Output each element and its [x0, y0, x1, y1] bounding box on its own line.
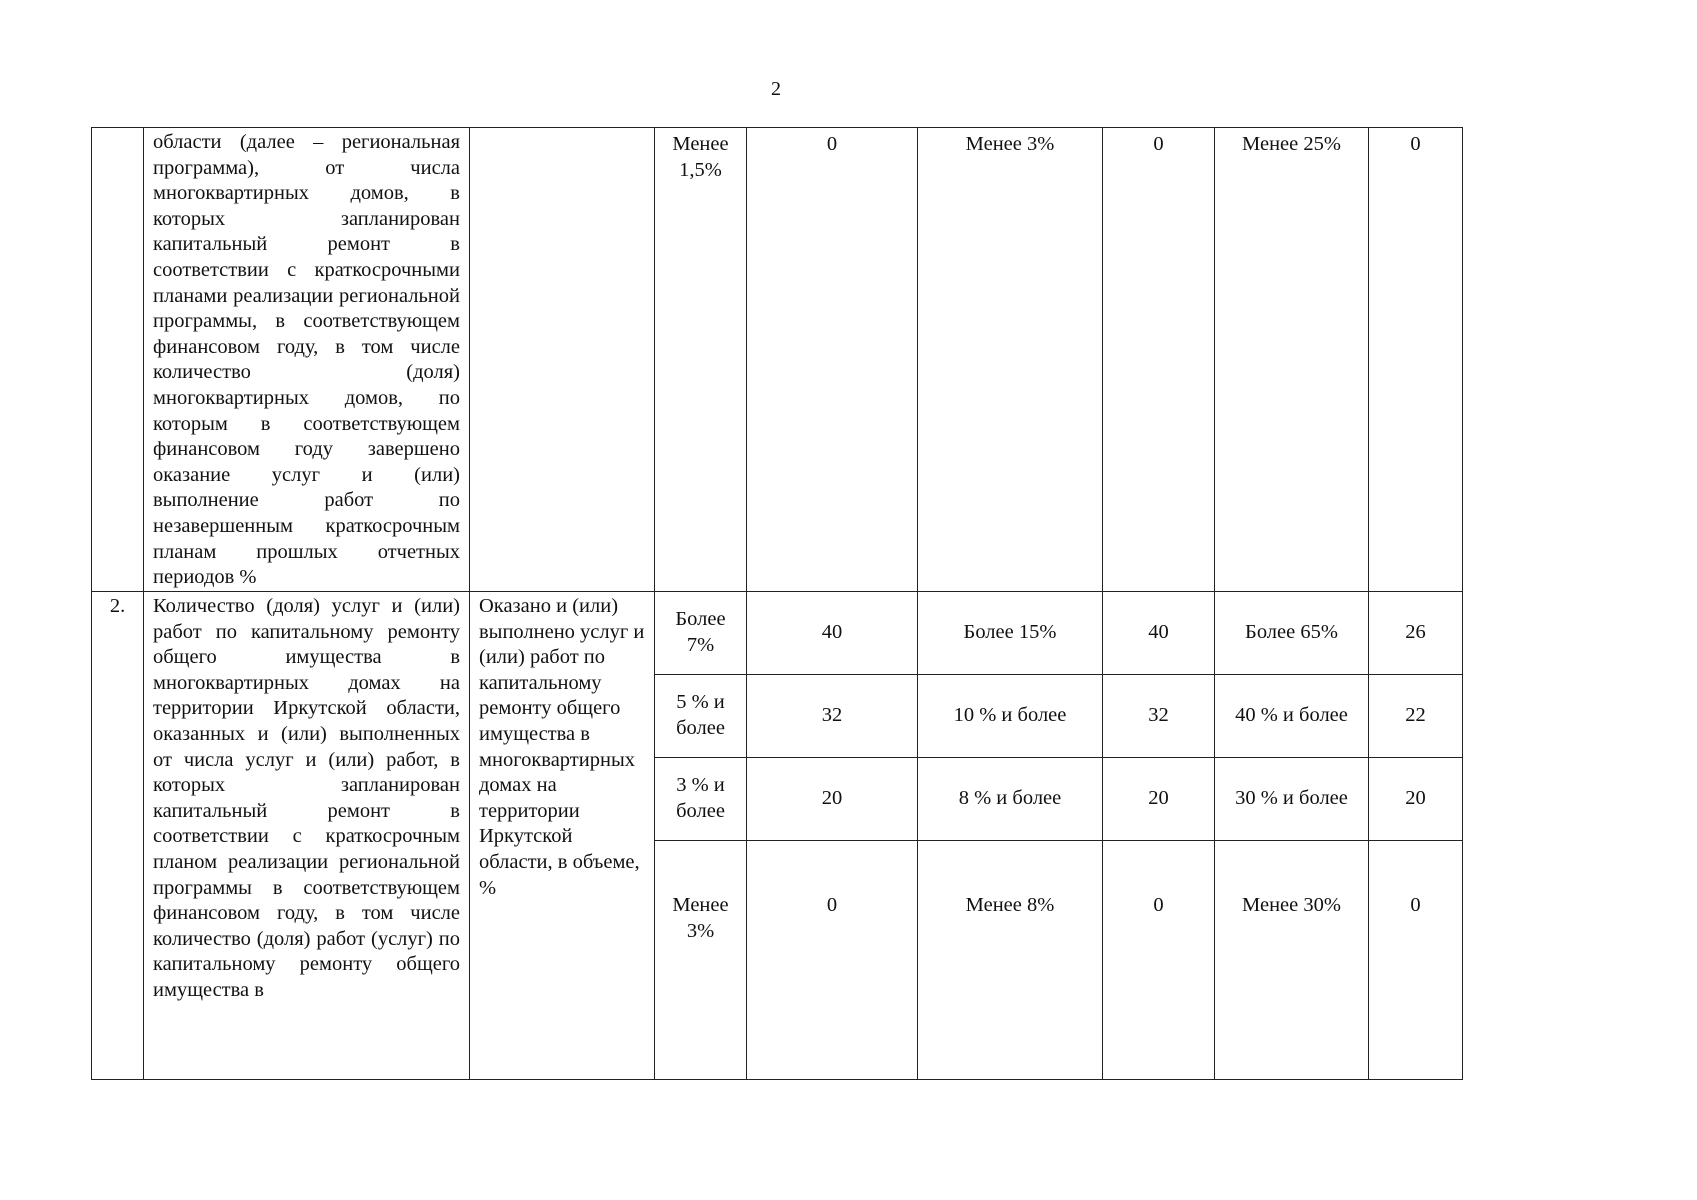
- range-2-cell: 10 % и более: [918, 675, 1103, 758]
- score-3-cell: 20: [1369, 758, 1463, 841]
- range-2-cell: Более 15%: [918, 592, 1103, 675]
- score-2-cell: 32: [1103, 675, 1215, 758]
- range-1-cell: Менее 3%: [655, 841, 747, 1080]
- score-2-cell: 0: [1103, 841, 1215, 1080]
- score-2-cell: 40: [1103, 592, 1215, 675]
- range-3-cell: Менее 25%: [1215, 128, 1369, 592]
- score-3-cell: 22: [1369, 675, 1463, 758]
- score-3-cell: 0: [1369, 841, 1463, 1080]
- row-number-cell: 2.: [92, 592, 144, 1080]
- range-2-cell: Менее 3%: [918, 128, 1103, 592]
- score-1-cell: 0: [747, 128, 918, 592]
- score-1-cell: 20: [747, 758, 918, 841]
- criterion-description: области (далее – региональная программа), от числа многоквартирных домов, в которых запланирован капитальный ремонт в соответствии с краткосрочными планами реализации региональной программы, в соответствующем финансовом году, в том числе количество (доля) многоквартирных домов, по которым в соответствующем финансовом году завершено оказание услуг и (или) выполнение работ по незавершенным краткосрочным планам прошлых отчетных периодов %: [144, 128, 470, 592]
- score-3-cell: 26: [1369, 592, 1463, 675]
- criteria-table: [91, 127, 1463, 1080]
- range-2-cell: 8 % и более: [918, 758, 1103, 841]
- row-number-cell: [92, 128, 144, 592]
- score-3-cell: 0: [1369, 128, 1463, 592]
- score-1-cell: 0: [747, 841, 918, 1080]
- score-2-cell: 0: [1103, 128, 1215, 592]
- indicator-cell: [470, 128, 655, 592]
- range-1-cell: 5 % и более: [655, 675, 747, 758]
- range-1-cell: Более 7%: [655, 592, 747, 675]
- table-row-continued: [92, 128, 1463, 592]
- range-2-cell: Менее 8%: [918, 841, 1103, 1080]
- range-3-cell: 40 % и более: [1215, 675, 1369, 758]
- range-3-cell: Более 65%: [1215, 592, 1369, 675]
- criterion-description: Количество (доля) услуг и (или) работ по капитальному ремонту общего имущества в многоквартирных домах на территории Иркутской области, оказанных и (или) выполненных от числа услуг и (или) работ, в которых запланирован капитальный ремонт в соответствии с краткосрочным планом реализации региональной программы в соответствующем финансовом году, в том числе количество (доля) работ (услуг) по капитальному ремонту общего имущества в: [144, 592, 470, 1080]
- range-3-cell: Менее 30%: [1215, 841, 1369, 1080]
- page-number: 2: [771, 78, 781, 100]
- indicator-cell: Оказано и (или) выполнено услуг и (или) работ по капитальному ремонту общего имущества в многоквартирных домах на территории Иркутской области, в объеме, %: [470, 592, 655, 1080]
- range-3-cell: 30 % и более: [1215, 758, 1369, 841]
- range-1-cell: 3 % и более: [655, 758, 747, 841]
- score-1-cell: 32: [747, 675, 918, 758]
- table-row: [92, 592, 1463, 675]
- score-2-cell: 20: [1103, 758, 1215, 841]
- range-1-cell: Менее 1,5%: [655, 128, 747, 592]
- score-1-cell: 40: [747, 592, 918, 675]
